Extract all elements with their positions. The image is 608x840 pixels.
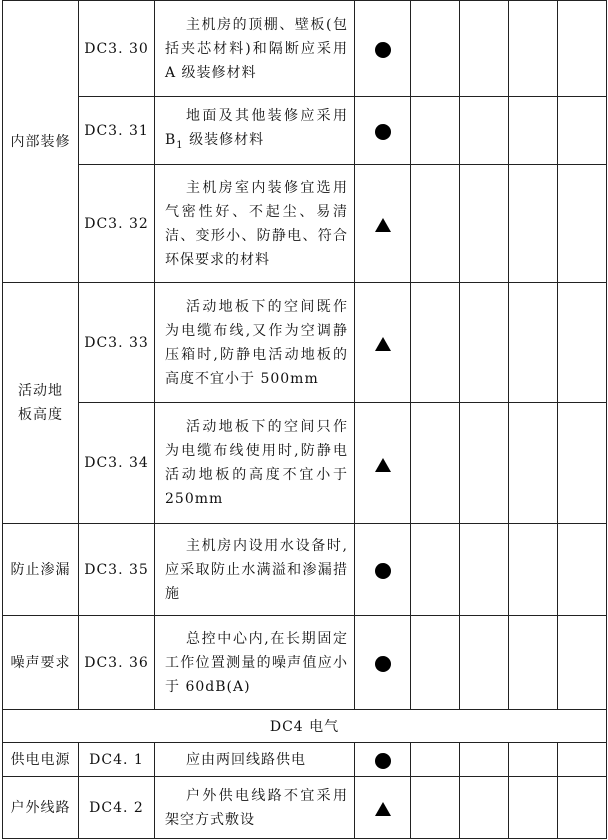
filled-circle-icon — [375, 42, 391, 58]
empty-cell — [509, 97, 558, 165]
description-cell — [155, 1, 355, 97]
mark-cell — [355, 165, 411, 283]
description-text: 主机房室内装修宜选用气密性好、不起尘、易清洁、变形小、防静电、符合环保要求的材料 — [165, 179, 348, 268]
code-cell: DC4. 2 — [79, 777, 155, 839]
description-text — [165, 104, 348, 158]
description-text: 户外供电线路不宜采用架空方式敷设 — [165, 787, 348, 828]
empty-cell — [411, 403, 460, 524]
description-text: 活动地板下的空间既作为电缆布线,又作为空调静压箱时,防静电活动地板的高度不宜小于 500mm — [165, 298, 348, 387]
code-cell: DC4. 1 — [79, 743, 155, 777]
filled-circle-icon — [375, 656, 391, 672]
section-row — [3, 710, 607, 743]
category-label: 户外线路 — [10, 799, 71, 816]
empty-cell — [460, 743, 509, 777]
mark-cell — [355, 524, 411, 616]
description-text: 主机房的顶棚、壁板(包括夹芯材料)和隔断应采用 A 级装修材料 — [165, 16, 348, 81]
mark-cell — [355, 403, 411, 524]
empty-cell — [460, 1, 509, 97]
empty-cell — [411, 97, 460, 165]
description-part: 级装修材料 — [183, 131, 265, 148]
empty-cell — [558, 777, 607, 839]
table-row — [3, 403, 607, 524]
empty-cell — [460, 524, 509, 616]
code-cell: DC3. 36 — [79, 616, 155, 710]
filled-circle-icon — [375, 753, 391, 769]
empty-cell — [411, 1, 460, 97]
filled-triangle-icon — [375, 337, 391, 351]
empty-cell — [411, 743, 460, 777]
requirements-table — [2, 0, 607, 839]
empty-cell — [509, 403, 558, 524]
table-row — [3, 524, 607, 616]
category-label: 活动地板高度 — [18, 383, 63, 423]
code-cell: DC3. 31 — [79, 97, 155, 165]
table-row — [3, 97, 607, 165]
description-cell — [155, 777, 355, 839]
description-cell — [155, 97, 355, 165]
filled-triangle-icon — [375, 458, 391, 472]
description-cell — [155, 616, 355, 710]
category-label: 防止渗漏 — [10, 561, 71, 578]
empty-cell — [558, 283, 607, 403]
category-cell — [3, 743, 79, 777]
code-cell: DC3. 34 — [79, 403, 155, 524]
table-row — [3, 743, 607, 777]
mark-cell — [355, 283, 411, 403]
empty-cell — [460, 165, 509, 283]
empty-cell — [558, 743, 607, 777]
description-part: 地面及其他装修应采用 B — [165, 107, 348, 148]
description-subscript: 1 — [176, 139, 184, 151]
category-cell — [3, 524, 79, 616]
code-cell: DC3. 33 — [79, 283, 155, 403]
category-cell — [3, 283, 79, 524]
code-cell: DC3. 35 — [79, 524, 155, 616]
empty-cell — [558, 524, 607, 616]
empty-cell — [411, 616, 460, 710]
empty-cell — [460, 777, 509, 839]
description-cell — [155, 743, 355, 777]
table-row — [3, 616, 607, 710]
description-text: 应由两回线路供电 — [186, 751, 306, 768]
empty-cell — [558, 97, 607, 165]
description-text: 总控中心内,在长期固定工作位置测量的噪声值应小于 60dB(A) — [165, 630, 348, 695]
empty-cell — [558, 616, 607, 710]
empty-cell — [411, 165, 460, 283]
empty-cell — [411, 524, 460, 616]
empty-cell — [460, 283, 509, 403]
category-cell — [3, 616, 79, 710]
table-row — [3, 1, 607, 97]
code-cell: DC3. 32 — [79, 165, 155, 283]
description-cell — [155, 283, 355, 403]
empty-cell — [411, 777, 460, 839]
category-cell — [3, 777, 79, 839]
description-cell — [155, 165, 355, 283]
mark-cell — [355, 616, 411, 710]
empty-cell — [509, 1, 558, 97]
category-cell — [3, 1, 79, 283]
empty-cell — [460, 97, 509, 165]
empty-cell — [558, 403, 607, 524]
description-cell — [155, 524, 355, 616]
empty-cell — [558, 165, 607, 283]
category-label: 噪声要求 — [10, 654, 71, 671]
filled-circle-icon — [375, 563, 391, 579]
empty-cell — [509, 165, 558, 283]
code-cell: DC3. 30 — [79, 1, 155, 97]
category-label: 供电电源 — [10, 751, 71, 768]
empty-cell — [509, 777, 558, 839]
mark-cell — [355, 97, 411, 165]
empty-cell — [411, 283, 460, 403]
description-cell — [155, 403, 355, 524]
filled-triangle-icon — [375, 218, 391, 232]
category-label: 内部装修 — [10, 133, 71, 150]
empty-cell — [460, 403, 509, 524]
filled-circle-icon — [375, 124, 391, 140]
description-text: 活动地板下的空间只作为电缆布线使用时,防静电活动地板的高度不宜小于 250mm — [165, 419, 348, 507]
empty-cell — [558, 1, 607, 97]
section-heading: DC4 电气 — [3, 710, 607, 743]
table-row — [3, 777, 607, 839]
empty-cell — [509, 283, 558, 403]
table-row — [3, 283, 607, 403]
mark-cell — [355, 743, 411, 777]
empty-cell — [509, 743, 558, 777]
description-text: 主机房内设用水设备时,应采取防止水满溢和渗漏措施 — [165, 537, 348, 602]
filled-triangle-icon — [375, 802, 391, 816]
empty-cell — [509, 524, 558, 616]
empty-cell — [460, 616, 509, 710]
table-row — [3, 165, 607, 283]
mark-cell — [355, 777, 411, 839]
empty-cell — [509, 616, 558, 710]
mark-cell — [355, 1, 411, 97]
